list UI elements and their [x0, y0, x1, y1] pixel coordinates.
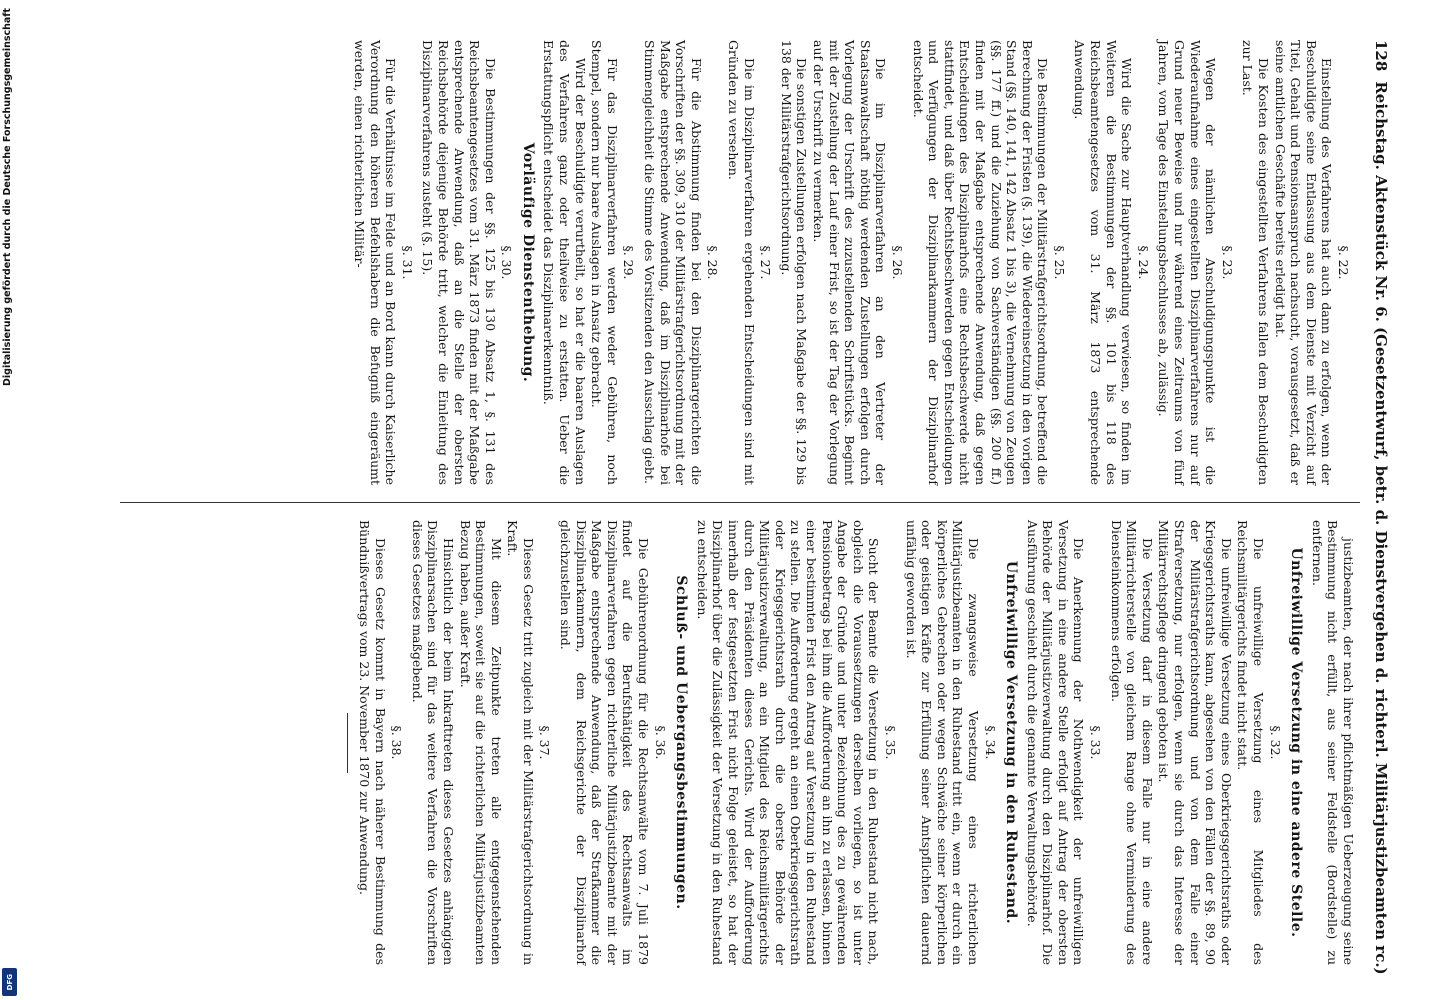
- paragraph: Dieses Gesetz tritt zugleich mit der Militärstrafgerichtsordnung in Kraft.: [505, 520, 536, 965]
- section-heading: Unfreiwillige Versetzung in den Ruhestand.: [1003, 560, 1020, 925]
- section-number: §. 37.: [537, 725, 553, 760]
- section-number: §. 38.: [389, 725, 405, 760]
- paragraph: Die unfreiwillige Versetzung eines Mitgliedes des Reichsmilitärgerichts findet nicht statt.: [1235, 520, 1267, 965]
- section-number: §. 24.: [1135, 245, 1151, 280]
- section-number: §. 35.: [882, 725, 898, 760]
- section-number: §. 36.: [652, 725, 668, 760]
- section-number: §. 33.: [1088, 725, 1104, 760]
- dfg-logo: [2, 968, 17, 996]
- left-column: [350, 40, 1356, 485]
- paragraph: Die Anerkennung der Nothwendigkeit der unfreiwilligen Versetzung in eine andere Stelle erfolgt auf Antrag der obersten Behörde der Militärjustizverwaltung durch den Disziplinarhof. Die Ausführung geschieht durch die genannte Verwaltungsbehörde.: [1024, 520, 1087, 965]
- column-divider: [120, 502, 1360, 503]
- section-number: §. 27.: [758, 245, 774, 280]
- right-column: [347, 520, 1356, 965]
- paragraph: Die unfreiwillige Versetzung eines Oberkriegsgerichtsraths oder Kriegsgerichtsraths kann, abgesehen von den Fällen der §§. 89, 90 der Militärstrafgerichtsordnung und von dem Falle einer Strafversetzung, nur erfolgen, wenn sie durch das Interesse der Militärrechtspflege dringend geboten ist.: [1156, 520, 1234, 965]
- section-number: §. 30.: [499, 245, 515, 280]
- end-rule: [347, 713, 348, 773]
- section-heading: Unfreiwillige Versetzung in eine andere Stelle.: [1288, 547, 1305, 938]
- section-number: §. 34.: [982, 725, 998, 760]
- digitization-note: [0, 0, 20, 1000]
- section-number: §. 29.: [621, 245, 637, 280]
- paragraph: Die im Disziplinarverfahren an den Vertreter der Staatsanwaltschaft nöthig werdenden Zustellungen erfolgen durch Vorlegung der Urschrift des zuzustellenden Schriftstücks. Beginnt mit der Zustellung der Lauf einer Frist, so ist der Tag der Vorlegung auf der Urschrift zu vermerken.: [811, 40, 889, 485]
- section-heading: Vorläufige Dienstenthebung.: [519, 142, 536, 383]
- paragraph: Wegen der nämlichen Anschuldigungspunkte ist die Wiederaufnahme eines eingestellten Disziplinarverfahrens nur auf Grund neuer Beweise und nur während eines Zeitraums von fünf Jahren, vom Tage des Einstellungsbeschlusses ab, zulässig.: [1156, 40, 1219, 485]
- paragraph: Die zwangsweise Versetzung eines richterlichen Militärjustizbeamten in den Ruhestand tritt ein, wenn er durch ein körperliches Gebrechen oder wegen Schwäche seiner körperlichen oder geistigen Kräfte zur Erfüllung seiner Amtspflichten dauernd unfähig geworden ist.: [903, 520, 981, 965]
- section-number: §. 32.: [1267, 725, 1283, 760]
- section-number: §. 26.: [889, 245, 905, 280]
- paragraph: Die Gebührenordnung für die Rechtsanwälte vom 7. Juli 1879 findet auf die Berufsthätigkeit des Rechtsanwalts im Disziplinarverfahren gegen richterliche Militärjustizbeamte mit der Maßgabe entsprechende Anwendung, daß der Strafkammer die Disziplinarkammern, dem Reichsgerichte der Disziplinarhof gleichzustellen sind.: [558, 520, 652, 965]
- paragraph: Die Bestimmungen der §§. 125 bis 130 Absatz 1, §. 131 des Reichsbeamtengesetzes vom 31. März 1873 finden mit der Maßgabe entsprechende Anwendung, daß an die Stelle der obersten Reichsbehörde diejenige Behörde tritt, welcher die Einleitung des Disziplinarverfahrens zusteht (§. 15).: [420, 40, 498, 485]
- paragraph: Wird der Beschuldigte verurtheilt, so hat er die baaren Auslagen des Verfahrens ganz oder theilweise zu erstatten. Ueber die Erstattungspflicht entscheidet das Disziplinarerkenntniß.: [541, 40, 588, 485]
- page-number: 128: [1372, 40, 1390, 72]
- paragraph: Wird die Sache zur Hauptverhandlung verwiesen, so finden im Weiteren die Bestimmungen der §§. 101 bis 118 des Reichsbeamtengesetzes vom 31. März 1873 entsprechende Anwendung.: [1072, 40, 1135, 485]
- paragraph: Für das Disziplinarverfahren werden weder Gebühren, noch Stempel, sondern nur baare Auslagen in Ansatz gebracht.: [589, 40, 620, 485]
- paragraph: Dieses Gesetz kommt in Bayern nach näherer Bestimmung des Bündnißvertrags vom 23. November 1870 zur Anwendung.: [356, 520, 388, 965]
- section-number: §. 23.: [1219, 245, 1235, 280]
- page-header: [1364, 40, 1390, 980]
- scanned-page: [80, 40, 1390, 980]
- paragraph: Die Versetzung darf in diesem Falle nur in eine andere Militärrichterstelle von gleichem Range ohne Verminderung des Diensteinkommens erfolgen.: [1108, 520, 1155, 965]
- paragraph: Mit diesem Zeitpunkte treten alle entgegenstehenden Bestimmungen, soweit sie auf die richterlichen Militärjustizbeamten Bezug haben, außer Kraft.: [457, 520, 504, 965]
- section-number: §. 28.: [705, 245, 721, 280]
- section-number: §. 25.: [1051, 245, 1067, 280]
- paragraph: justizbeamten, der nach ihrer pflichtmäßigen Ueberzeugung seine Bestimmung nicht erfüllt, aus seiner Feldstelle (Bordstelle) zu entfernen.: [1309, 520, 1356, 965]
- paragraph: Für die Verhältnisse im Felde und an Bord kann durch Kaiserliche Verordnung den höheren Befehlshabern die Befugniß eingeräumt werden, einen richterlichen Militär-: [351, 40, 399, 485]
- paragraph: Die Kosten des eingestellten Verfahrens fallen dem Beschuldigten zur Last.: [1240, 40, 1272, 485]
- section-number: §. 31.: [399, 245, 415, 280]
- paragraph: Die im Disziplinarverfahren ergehenden Entscheidungen sind mit Gründen zu versehen.: [726, 40, 757, 485]
- paragraph: Für die Abstimmung finden bei den Disziplinargerichten die Vorschriften der §§. 309, 310 der Militärstrafgerichtsordnung mit der Maßgabe entsprechende Anwendung, daß im Disziplinarhofe bei Stimmengleichheit die Stimme des Vorsitzenden den Ausschlag giebt.: [642, 40, 704, 485]
- paragraph: Einstellung des Verfahrens hat auch dann zu erfolgen, wenn der Beschuldigte seine Entlassung aus dem Dienste mit Verzicht auf Titel, Gehalt und Pensionsanspruch nachsucht, vorausgesetzt, daß er seine amtlichen Geschäfte bereits erledigt hat.: [1272, 40, 1335, 485]
- paragraph: Hinsichtlich der beim Inkrafttreten dieses Gesetzes anhängigen Disziplinarsachen sind für das weitere Verfahren die Vorschriften dieses Gesetzes maßgebend.: [409, 520, 456, 965]
- page-content: [80, 40, 1390, 980]
- section-number: §. 22.: [1336, 245, 1351, 280]
- paragraph: Die Bestimmungen der Militärstrafgerichtsordnung, betreffend die Berechnung der Fristen (§. 139), die Wiedereinsetzung in den vorigen Stand (§§. 140, 141, 142 Absatz 1 bis 3), die Vernehmung von Zeugen (§§. 177 ff.) und die Zuziehung von Sachverständigen (§§. 200 ff.) finden mit der Maßgabe entsprechende Anwendung, daß gegen Entscheidungen des Disziplinarhofs eine Rechtsbeschwerde nicht stattfindet, und daß über Rechtsbeschwerden gegen Entscheidungen und Verfügungen der Disziplinarkammern der Disziplinarhof entscheidet.: [910, 40, 1051, 485]
- section-heading: Schluß- und Uebergangsbestimmungen.: [673, 575, 690, 910]
- paragraph: Sucht der Beamte die Versetzung in den Ruhestand nicht nach, obgleich die Voraussetzungen derselben vorliegen, so ist unter Angabe der Gründe und unter Bezeichnung des zu gewährenden Pensionsbetrags bei ihm die Aufforderung an ihn zu erlassen, binnen einer bestimmten Frist den Antrag auf Versetzung in den Ruhestand zu stellen. Die Aufforderung ergeht an einen Oberkriegsgerichtsrath oder Kriegsgerichtsrath durch die oberste Behörde der Militärjustizverwaltung, an ein Mitglied des Reichsmilitärgerichts durch den Präsidenten dieses Gerichts. Wird der Aufforderung innerhalb der festgesetzten Frist nicht Folge geleistet, so hat der Disziplinarhof über die Zulässigkeit der Versetzung in den Ruhestand zu entscheiden.: [694, 520, 882, 965]
- running-title: Reichstag. Aktenstück Nr. 6. (Gesetzentwurf, betr. d. Dienstvergehen d. richterl. Militärjustizbeamten rc.): [1372, 81, 1390, 975]
- funding-note-text: Digitalisierung gefördert durch die Deutsche Forschungsgemeinschaft: [2, 8, 13, 386]
- dfg-logo-text: DFG: [5, 973, 14, 991]
- paragraph: Die sonstigen Zustellungen erfolgen nach Maßgabe der §§. 129 bis 138 der Militärstrafgerichtsordnung.: [778, 40, 810, 485]
